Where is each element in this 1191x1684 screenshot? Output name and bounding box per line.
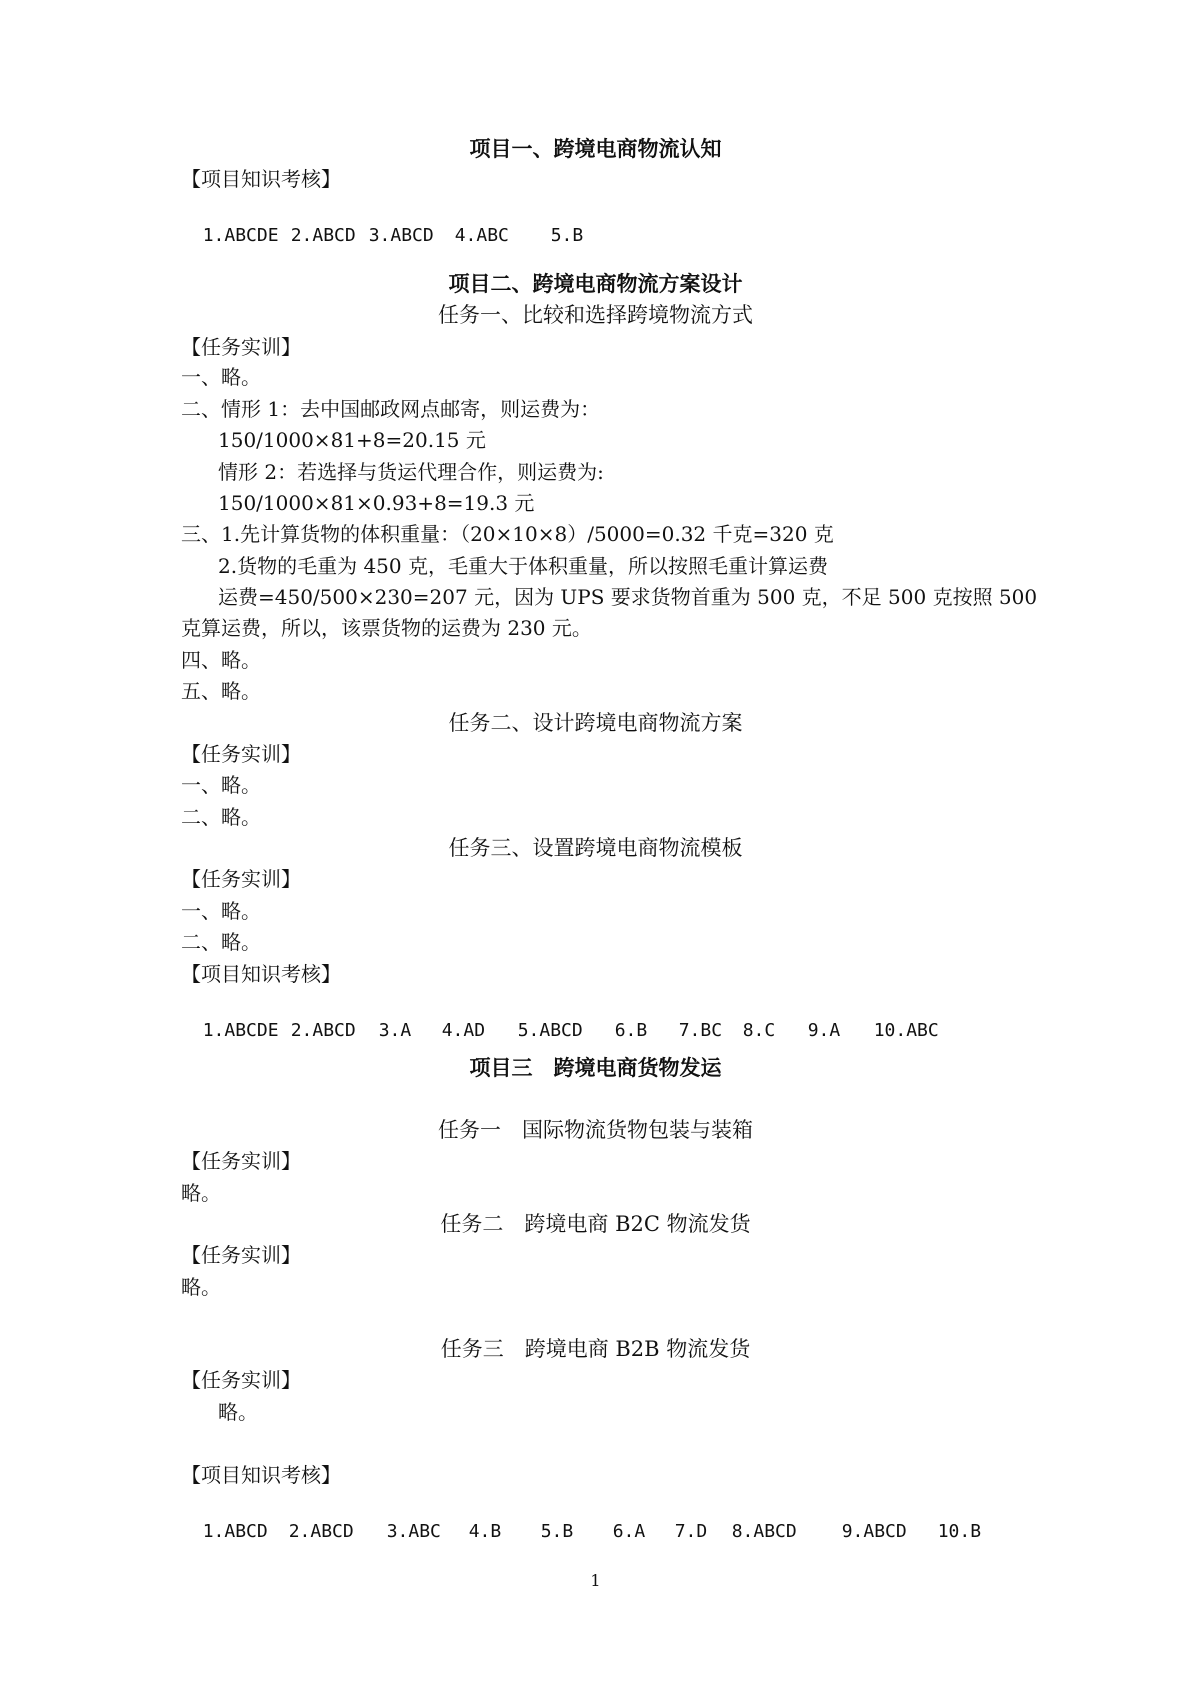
answer-item: 10.B <box>937 1521 982 1542</box>
answer-item: 8.C <box>742 1020 776 1041</box>
project1-review-label: 【项目知识考核】 <box>181 167 341 191</box>
project2-answers <box>181 992 939 1044</box>
task2-title: 任务二、设计跨境电商物流方案 <box>448 711 743 735</box>
answer-item: 9.A <box>807 1020 841 1041</box>
answer-item: 2.ABCD <box>288 1521 354 1542</box>
project2-title: 项目二、跨境电商物流方案设计 <box>448 271 743 296</box>
task3-label: 【任务实训】 <box>181 867 301 891</box>
p3-task1-title: 任务一 国际物流货物包装与装箱 <box>438 1118 753 1142</box>
answer-item: 10.ABC <box>873 1020 939 1041</box>
answer-item: 3.ABC <box>386 1521 441 1542</box>
answer-item: 1.ABCD <box>202 1521 268 1542</box>
project1-answers <box>181 197 583 249</box>
answer-item: 5.ABCD <box>517 1020 583 1041</box>
p3-task2-text: 略。 <box>181 1275 221 1299</box>
answer-item: 7.BC <box>678 1020 723 1041</box>
answer-item: 6.A <box>612 1521 646 1542</box>
answer-item: 8.ABCD <box>731 1521 797 1542</box>
task3-title: 任务三、设置跨境电商物流模板 <box>448 836 743 860</box>
answer-item: 7.D <box>674 1521 708 1542</box>
task2-label: 【任务实训】 <box>181 742 301 766</box>
task1-line: 150/1000×81×0.93+8=19.3 元 <box>218 491 535 515</box>
answer-item: 3.ABCD <box>368 225 434 246</box>
answer-item: 4.ABC <box>454 225 509 246</box>
answer-item: 5.B <box>540 1521 574 1542</box>
task1-line: 三、1.先计算货物的体积重量：（20×10×8）/5000=0.32 千克=320 克 <box>181 522 834 546</box>
task1-line: 2.货物的毛重为 450 克，毛重大于体积重量，所以按照毛重计算运费 <box>218 554 828 578</box>
task1-line: 150/1000×81+8=20.15 元 <box>218 428 486 452</box>
task1-line: 运费=450/500×230=207 元，因为 UPS 要求货物首重为 500 克，不足 500 克按照 500 <box>218 585 1038 609</box>
answer-item: 4.AD <box>441 1020 486 1041</box>
task1-line: 情形 2：若选择与货运代理合作，则运费为: <box>218 460 604 484</box>
answer-item: 1.ABCDE <box>202 225 279 246</box>
project3-review-label: 【项目知识考核】 <box>181 1463 341 1487</box>
p3-task2-title: 任务二 跨境电商 B2C 物流发货 <box>440 1212 751 1236</box>
task2-line: 一、略。 <box>181 773 261 797</box>
project3-answers <box>181 1493 981 1545</box>
project2-review-label: 【项目知识考核】 <box>181 962 341 986</box>
answer-item: 2.ABCD <box>290 1020 356 1041</box>
answer-item: 2.ABCD <box>290 225 356 246</box>
p3-task3-title: 任务三 跨境电商 B2B 物流发货 <box>440 1337 751 1361</box>
project3-title: 项目三 跨境电商货物发运 <box>469 1055 722 1080</box>
project1-title: 项目一、跨境电商物流认知 <box>469 136 722 161</box>
page-number: 1 <box>590 1571 601 1590</box>
p3-task3-label: 【任务实训】 <box>181 1368 301 1392</box>
answer-item: 3.A <box>378 1020 412 1041</box>
task1-label: 【任务实训】 <box>181 335 301 359</box>
task1-title: 任务一、比较和选择跨境物流方式 <box>438 303 753 327</box>
task1-line: 四、略。 <box>181 648 261 672</box>
p3-task3-text: 略。 <box>218 1400 258 1424</box>
task2-line: 二、略。 <box>181 805 261 829</box>
task3-line: 二、略。 <box>181 930 261 954</box>
answer-item: 5.B <box>550 225 584 246</box>
answer-item: 1.ABCDE <box>202 1020 279 1041</box>
answer-item: 6.B <box>614 1020 648 1041</box>
task1-line: 一、略。 <box>181 365 261 389</box>
answer-item: 9.ABCD <box>841 1521 907 1542</box>
task3-line: 一、略。 <box>181 899 261 923</box>
task1-line: 克算运费，所以，该票货物的运费为 230 元。 <box>181 616 592 640</box>
p3-task1-label: 【任务实训】 <box>181 1149 301 1173</box>
p3-task1-text: 略。 <box>181 1181 221 1205</box>
answer-item: 4.B <box>468 1521 502 1542</box>
p3-task2-label: 【任务实训】 <box>181 1243 301 1267</box>
task1-line: 二、情形 1：去中国邮政网点邮寄，则运费为： <box>181 397 601 421</box>
task1-line: 五、略。 <box>181 679 261 703</box>
